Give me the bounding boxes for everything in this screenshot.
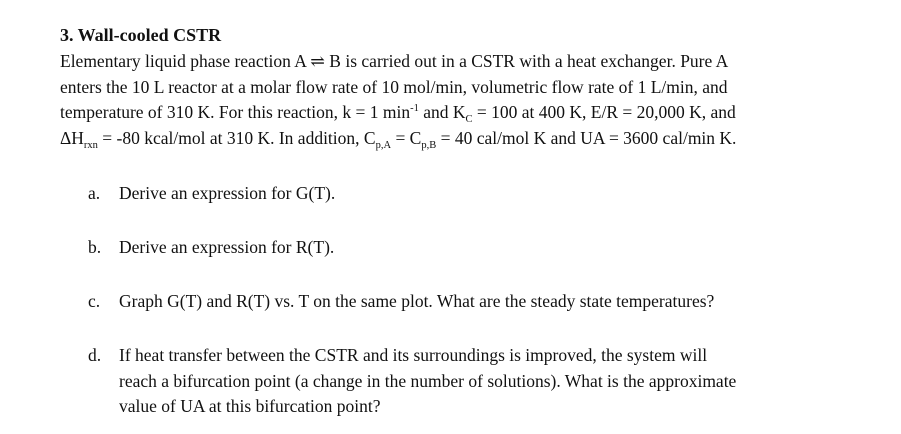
question-text [119, 289, 819, 315]
question-letter: b. [88, 237, 102, 257]
statement-text: = 40 cal/mol K and UA = 3600 cal/min K. [436, 127, 737, 148]
question-text [119, 181, 819, 207]
subscript: C [465, 114, 473, 125]
question-line: Derive an expression for G(T). [119, 183, 336, 203]
statement-text: = 100 at 400 K, E/R = 20,000 K, and [472, 102, 736, 122]
question-letter: c. [88, 291, 101, 311]
statement-text: = C [391, 127, 422, 148]
statement-line-1: Elementary liquid phase reaction A ⇌ B is carried out in a CSTR with a heat exchanger. Pure A [60, 51, 729, 71]
statement-line-2: enters the 10 L reactor at a molar flow rate of 10 mol/min, volumetric flow rate of 1 L/min, and [60, 76, 728, 97]
question-line: If heat transfer between the CSTR and its surroundings is improved, the system will [119, 345, 708, 365]
exponent: -1 [410, 103, 419, 114]
problem-statement [60, 49, 736, 151]
statement-text: ΔH [60, 127, 84, 148]
question-line: Graph G(T) and R(T) vs. T on the same plot. What are the steady state temperatures? [119, 291, 715, 311]
statement-line-4 [60, 126, 736, 152]
problem-title: 3. Wall-cooled CSTR [60, 25, 222, 45]
statement-text: = -80 kcal/mol at 310 K. In addition, C [97, 127, 376, 148]
subscript: p,B [421, 139, 437, 151]
question-line: Derive an expression for R(T). [119, 237, 335, 257]
subscript: p,A [375, 139, 392, 151]
question-line: value of UA at this bifurcation point? [119, 396, 381, 416]
statement-text: temperature of 310 K. For this reaction, k = 1 min [60, 102, 411, 122]
question-letter: d. [88, 345, 102, 365]
question-text [119, 343, 819, 420]
question-letter: a. [88, 183, 101, 203]
subscript: rxn [83, 139, 98, 151]
question-line: reach a bifurcation point (a change in the number of solutions). What is the approximate [119, 370, 737, 391]
question-text [119, 235, 819, 261]
statement-line-3 [60, 100, 736, 126]
statement-text: and K [418, 102, 466, 122]
